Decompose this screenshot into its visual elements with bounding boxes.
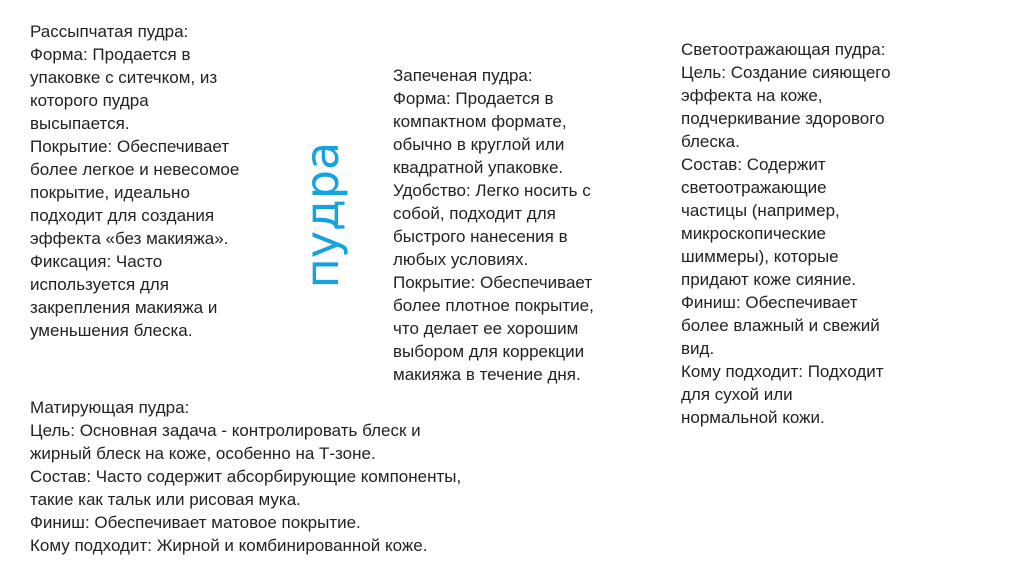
block-text-line: Форма: Продается в xyxy=(30,45,191,64)
block-text-line: собой, подходит для xyxy=(393,204,556,223)
loose-powder-text-block xyxy=(30,20,239,342)
block-text-line: Цель: Основная задача - контролировать блеск и xyxy=(30,421,421,440)
block-text-line: Удобство: Легко носить с xyxy=(393,181,591,200)
block-text-line: компактном формате, xyxy=(393,112,567,131)
block-text-line: быстрого нанесения в xyxy=(393,227,568,246)
block-text-line: макияжа в течение дня. xyxy=(393,365,581,384)
block-text-line: квадратной упаковке. xyxy=(393,158,564,177)
block-text-line: используется для xyxy=(30,275,169,294)
block-text-line: Кому подходит: Жирной и комбинированной коже. xyxy=(30,536,428,555)
block-text-line: Покрытие: Обеспечивает xyxy=(393,273,593,292)
block-text-line: высыпается. xyxy=(30,114,130,133)
block-text-line: светоотражающие xyxy=(681,178,827,197)
block-text-line: Состав: Содержит xyxy=(681,155,826,174)
mattifying-powder-text-block xyxy=(30,396,461,557)
block-text-line: блеска. xyxy=(681,132,740,151)
block-text-line: подходит для создания xyxy=(30,206,215,225)
block-text-line: более плотное покрытие, xyxy=(393,296,594,315)
block-text-line: жирный блеск на коже, особенно на Т-зоне. xyxy=(30,444,376,463)
block-heading: Матирующая пудра: xyxy=(30,398,190,417)
block-text-line: Финиш: Обеспечивает матовое покрытие. xyxy=(30,513,361,532)
block-text-line: что делает ее хорошим xyxy=(393,319,579,338)
baked-powder-text-block xyxy=(393,64,594,386)
block-text-line: Форма: Продается в xyxy=(393,89,554,108)
block-text-line: вид. xyxy=(681,339,715,358)
block-text-line: Кому подходит: Подходит xyxy=(681,362,884,381)
slide-title-vertical: пудра xyxy=(295,141,349,289)
block-text-line: Фиксация: Часто xyxy=(30,252,163,271)
block-text-line: более легкое и невесомое xyxy=(30,160,240,179)
block-text-line: покрытие, идеально xyxy=(30,183,190,202)
block-text-line: нормальной кожи. xyxy=(681,408,825,427)
block-text-line: такие как тальк или рисовая мука. xyxy=(30,490,301,509)
block-text-line: микроскопические xyxy=(681,224,827,243)
block-text-line: уменьшения блеска. xyxy=(30,321,193,340)
block-text-line: эффекта на коже, xyxy=(681,86,823,105)
reflective-powder-text-block xyxy=(681,38,891,429)
block-text-line: шиммеры), которые xyxy=(681,247,839,266)
block-text-line: Финиш: Обеспечивает xyxy=(681,293,858,312)
block-text-line: частицы (например, xyxy=(681,201,840,220)
block-text-line: выбором для коррекции xyxy=(393,342,585,361)
block-heading: Запеченая пудра: xyxy=(393,66,533,85)
block-text-line: закрепления макияжа и xyxy=(30,298,218,317)
block-heading: Рассыпчатая пудра: xyxy=(30,22,189,41)
block-text-line: эффекта «без макияжа». xyxy=(30,229,229,248)
block-text-line: придают коже сияние. xyxy=(681,270,857,289)
block-text-line: Покрытие: Обеспечивает xyxy=(30,137,230,156)
block-text-line: для сухой или xyxy=(681,385,793,404)
block-text-line: упаковке с ситечком, из xyxy=(30,68,218,87)
block-text-line: обычно в круглой или xyxy=(393,135,565,154)
block-text-line: Цель: Создание сияющего xyxy=(681,63,891,82)
block-text-line: которого пудра xyxy=(30,91,149,110)
block-text-line: подчеркивание здорового xyxy=(681,109,885,128)
block-heading: Светоотражающая пудра: xyxy=(681,40,886,59)
block-text-line: любых условиях. xyxy=(393,250,529,269)
block-text-line: более влажный и свежий xyxy=(681,316,880,335)
block-text-line: Состав: Часто содержит абсорбирующие компоненты, xyxy=(30,467,462,486)
